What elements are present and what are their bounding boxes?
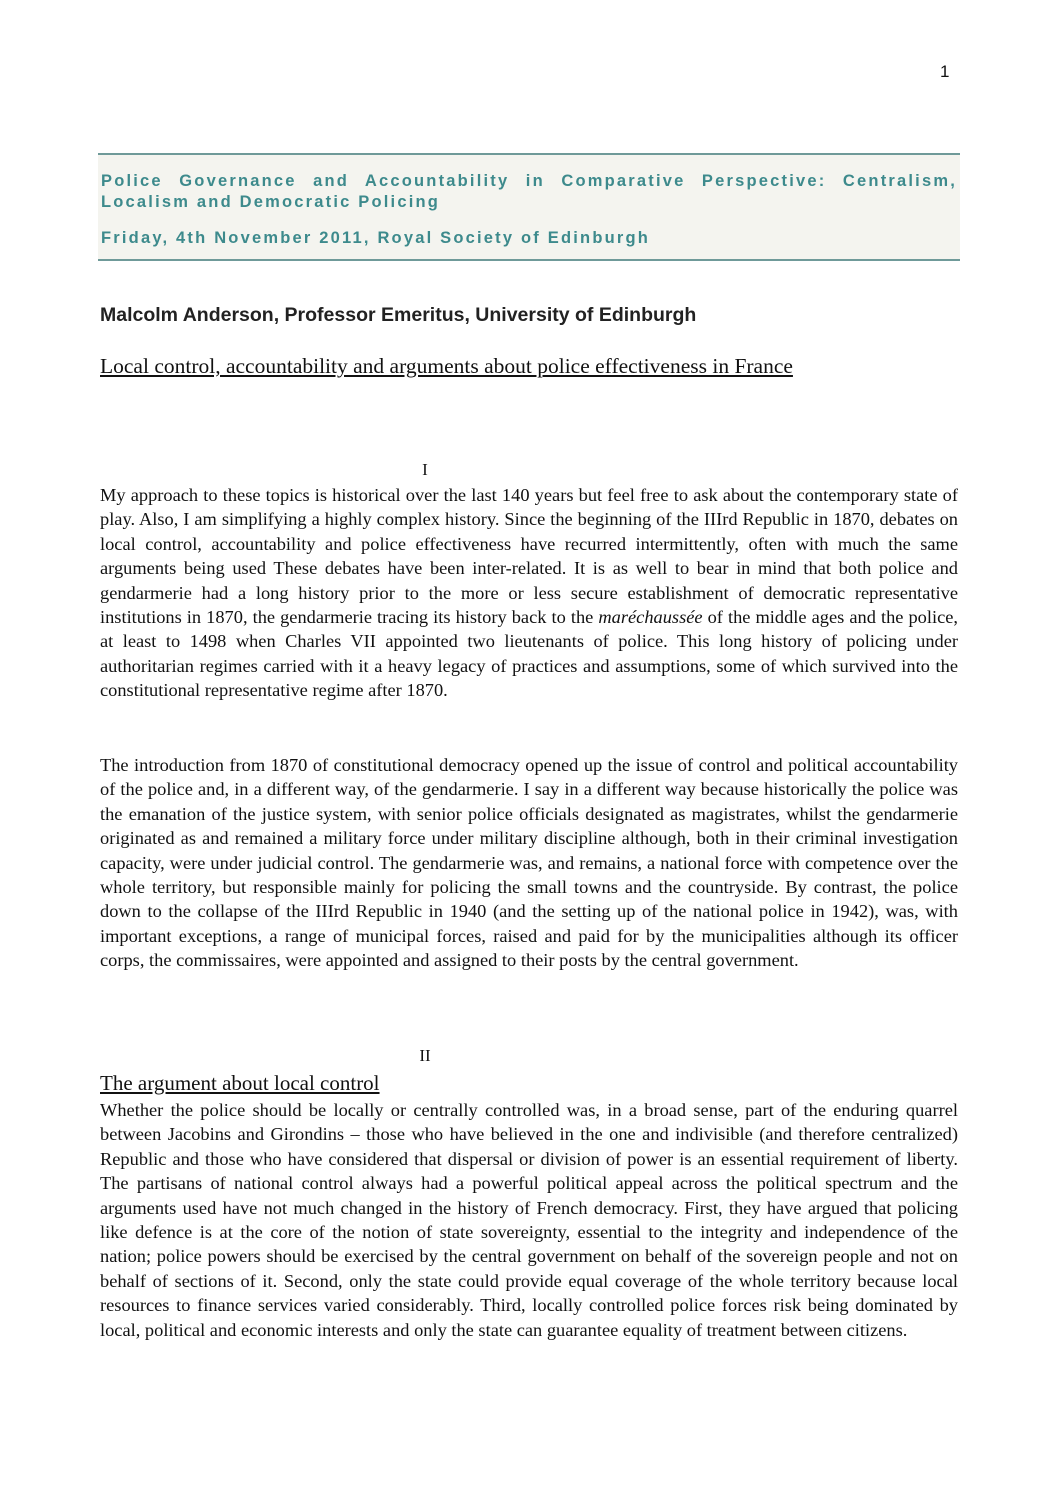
section-heading: The argument about local control (100, 1071, 380, 1095)
body-paragraph-1 (100, 483, 958, 703)
page-number: 1 (940, 62, 950, 81)
paragraph-text: My approach to these topics is historical over the last 140 years but feel free to ask about the contemporary state of play. Also, I am simplifying a highly complex history. Since the beginning of the IIIrd Republic in 1870, debates on local control, accountability and police effectiveness have recurred intermittently, often with much the same arguments being used These debates have been inter-related. It is as well to bear in mind that both police and gendarmerie had a long history prior to the more or less secure establishment of democratic representative institutions in 1870, the gendarmerie tracing its history back to the (100, 485, 958, 628)
section-number-2: II (419, 1046, 431, 1065)
event-header-box (98, 153, 960, 261)
paragraph-text: of the middle ages and the police, at least to 1498 when Charles VII appointed two lieutenants of police. This long history of policing under authoritarian regimes carried with it a heavy legacy of practices and assumptions, some of which survived into the constitutional representative regime after 1870. (100, 607, 959, 701)
body-paragraph-2: The introduction from 1870 of constitutional democracy opened up the issue of control and political accountability of the police and, in a different way, of the gendarmerie. I say in a different way because historically the police was the emanation of the justice system, with senior police officials designated as magistrates, whilst the gendarmerie originated as and remained a military force under military discipline although, both in their criminal investigation capacity, were under judicial control. The gendarmerie was, and remains, a national force with competence over the whole territory, but responsible mainly for policing the small towns and the countryside. By contrast, the police down to the collapse of the IIIrd Republic in 1940 (and the setting up of the national police in 1942), was, with important exceptions, a range of municipal forces, raised and paid for by the municipalities although its officer corps, the commissaires, were appointed and assigned to their posts by the central government. (100, 755, 958, 971)
event-date-venue: Friday, 4th November 2011, Royal Society of Edinburgh (101, 229, 651, 247)
author-line: Malcolm Anderson, Professor Emeritus, University of Edinburgh (100, 304, 697, 326)
italic-term: maréchaussée (598, 607, 703, 628)
section-number-1: I (422, 460, 428, 479)
event-title: Police Governance and Accountability in Comparative Perspective: Centralism, Localism and Democratic Policing (101, 172, 957, 211)
body-paragraph-3: Whether the police should be locally or centrally controlled was, in a broad sense, part of the enduring quarrel between Jacobins and Girondins – those who have believed in the one and indivisible (and therefore centralized) Republic and those who have considered that dispersal or division of power is an essential requirement of liberty. The partisans of national control always had a powerful political appeal across the political spectrum and the arguments used have not much changed in the history of French democracy. First, they have argued that policing like defence is at the core of the notion of state sovereignty, essential to the integrity and independence of the nation; police powers should be exercised by the central government on behalf of the sovereign people and not on behalf of sections of it. Second, only the state could provide equal coverage of the whole territory because local resources to finance services varied considerably. Third, locally controlled police forces risk being dominated by local, political and economic interests and only the state can guarantee equality of treatment between citizens. (100, 1100, 958, 1340)
paper-title: Local control, accountability and arguments about police effectiveness in France (100, 354, 793, 378)
